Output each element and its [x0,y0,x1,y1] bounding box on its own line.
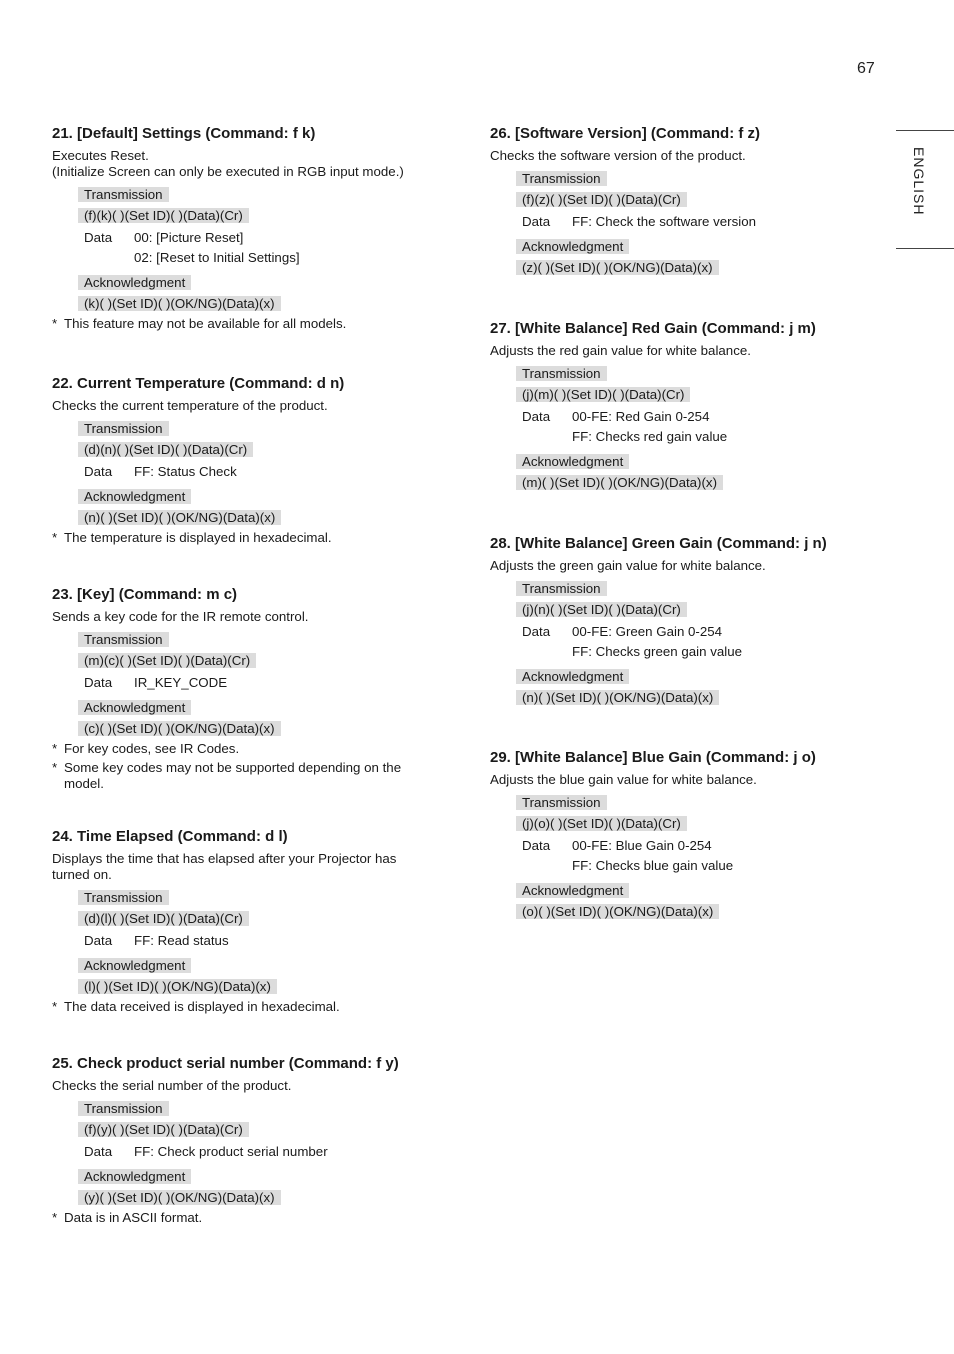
acknowledgment-code: (y)( )(Set ID)( )(OK/NG)(Data)(x) [78,1190,281,1205]
data-label: Data [522,624,551,639]
acknowledgment-row [516,238,870,256]
footnote-asterisk: * [52,1210,58,1225]
command-block [78,420,422,527]
footnote-text: Some key codes may not be supported depending on the model. [64,760,402,791]
section-description: Executes Reset. [52,148,149,163]
section-description: Checks the serial number of the product. [52,1078,292,1093]
data-values [572,407,727,447]
command-block [78,631,422,738]
acknowledgment-code-row [78,292,422,313]
command-section [52,374,422,546]
acknowledgment-code-row [516,900,870,921]
acknowledgment-code-row [516,471,870,492]
section-title: 26. [Software Version] (Command: f z) [490,125,761,142]
acknowledgment-row [78,274,422,292]
data-value: FF: Checks green gain value [572,644,742,659]
transmission-code-row [516,812,870,833]
footnote [52,530,422,546]
data-value: FF: Checks blue gain value [572,858,734,873]
data-value: 00-FE: Green Gain 0-254 [572,624,723,639]
data-row [516,407,870,447]
data-values [134,462,237,482]
data-values [134,931,229,951]
data-label: Data [84,230,113,245]
section-title: 28. [White Balance] Green Gain (Command: j n) [490,535,827,552]
data-values [572,836,733,876]
transmission-code: (m)(c)( )(Set ID)( )(Data)(Cr) [78,653,256,668]
section-description: Adjusts the blue gain value for white balance. [490,772,757,787]
command-section [52,124,422,332]
transmission-label: Transmission [516,581,607,596]
acknowledgment-code: (n)( )(Set ID)( )(OK/NG)(Data)(x) [516,690,719,705]
command-section [52,1054,422,1226]
footnote [52,760,422,792]
acknowledgment-row [78,1168,422,1186]
command-section [52,827,422,1015]
section-description: Checks the software version of the product. [490,148,746,163]
transmission-label: Transmission [78,421,169,436]
footnote [52,1210,422,1226]
data-label: Data [522,838,551,853]
section-description: Sends a key code for the IR remote control. [52,609,309,624]
data-values [134,673,227,693]
footnote-text: This feature may not be available for all models. [64,316,347,331]
data-label: Data [84,1144,113,1159]
command-block [78,889,422,996]
section-title: 27. [White Balance] Red Gain (Command: j m) [490,320,816,337]
acknowledgment-label: Acknowledgment [78,275,191,290]
section-title: 22. Current Temperature (Command: d n) [52,375,345,392]
data-value: FF: Check product serial number [134,1144,328,1159]
data-values [134,1142,328,1162]
command-section [490,534,870,707]
section-title: 29. [White Balance] Blue Gain (Command: j o) [490,749,816,766]
acknowledgment-code-row [78,506,422,527]
data-value: 02: [Reset to Initial Settings] [134,250,300,265]
acknowledgment-code: (l)( )(Set ID)( )(OK/NG)(Data)(x) [78,979,277,994]
acknowledgment-code-row [78,717,422,738]
acknowledgment-code-row [78,1186,422,1207]
transmission-row [516,580,870,598]
acknowledgment-label: Acknowledgment [516,454,629,469]
transmission-row [516,170,870,188]
transmission-row [516,365,870,383]
command-block [78,186,422,313]
command-section [490,748,870,921]
transmission-code-row [78,204,422,225]
acknowledgment-code: (k)( )(Set ID)( )(OK/NG)(Data)(x) [78,296,281,311]
acknowledgment-row [78,957,422,975]
transmission-code-row [78,438,422,459]
transmission-code: (j)(m)( )(Set ID)( )(Data)(Cr) [516,387,690,402]
acknowledgment-label: Acknowledgment [516,669,629,684]
transmission-code: (f)(y)( )(Set ID)( )(Data)(Cr) [78,1122,249,1137]
footnote-asterisk: * [52,760,58,775]
data-row [516,836,870,876]
acknowledgment-code: (z)( )(Set ID)( )(OK/NG)(Data)(x) [516,260,719,275]
data-row [78,673,422,693]
data-row [516,212,870,232]
transmission-label: Transmission [516,366,607,381]
transmission-code: (j)(n)( )(Set ID)( )(Data)(Cr) [516,602,687,617]
transmission-row [78,420,422,438]
section-description: (Initialize Screen can only be executed in RGB input mode.) [52,164,404,179]
acknowledgment-label: Acknowledgment [516,883,629,898]
section-title: 23. [Key] (Command: m c) [52,586,238,603]
transmission-code-row [78,649,422,670]
transmission-row [78,889,422,907]
data-value: 00-FE: Red Gain 0-254 [572,409,710,424]
acknowledgment-code: (o)( )(Set ID)( )(OK/NG)(Data)(x) [516,904,719,919]
data-label: Data [84,464,113,479]
acknowledgment-label: Acknowledgment [78,1169,191,1184]
command-block [516,365,870,492]
transmission-label: Transmission [78,187,169,202]
acknowledgment-row [78,488,422,506]
language-side-tab [896,130,954,249]
acknowledgment-row [516,882,870,900]
transmission-code: (j)(o)( )(Set ID)( )(Data)(Cr) [516,816,687,831]
footnote-asterisk: * [52,999,58,1014]
data-value: IR_KEY_CODE [134,675,228,690]
command-block [516,170,870,277]
data-row [78,1142,422,1162]
transmission-code-row [78,1118,422,1139]
acknowledgment-code: (c)( )(Set ID)( )(OK/NG)(Data)(x) [78,721,281,736]
transmission-label: Transmission [78,890,169,905]
acknowledgment-code: (n)( )(Set ID)( )(OK/NG)(Data)(x) [78,510,281,525]
command-section [490,124,870,277]
footnote-text: The data received is displayed in hexadecimal. [64,999,340,1014]
footnote-asterisk: * [52,530,58,545]
acknowledgment-code-row [516,256,870,277]
transmission-code-row [516,598,870,619]
language-label: ENGLISH [911,147,927,216]
data-row [78,931,422,951]
data-row [78,462,422,482]
section-description: Displays the time that has elapsed after your Projector has turned on. [52,851,397,882]
section-description: Adjusts the red gain value for white balance. [490,343,751,358]
footnote-text: Data is in ASCII format. [64,1210,203,1225]
command-block [516,580,870,707]
acknowledgment-label: Acknowledgment [516,239,629,254]
footnote-asterisk: * [52,741,58,756]
acknowledgment-label: Acknowledgment [78,958,191,973]
section-title: 24. Time Elapsed (Command: d l) [52,828,288,845]
data-value: 00-FE: Blue Gain 0-254 [572,838,712,853]
footnote-asterisk: * [52,316,58,331]
data-row [516,622,870,662]
command-block [78,1100,422,1207]
transmission-code-row [78,907,422,928]
footnote-text: For key codes, see IR Codes. [64,741,240,756]
data-label: Data [522,214,551,229]
command-block [516,794,870,921]
data-values [572,212,756,232]
data-value: FF: Checks red gain value [572,429,728,444]
transmission-row [78,186,422,204]
acknowledgment-row [516,453,870,471]
footnote-text: The temperature is displayed in hexadecimal. [64,530,332,545]
acknowledgment-label: Acknowledgment [78,700,191,715]
data-values [134,228,300,268]
transmission-code: (f)(k)( )(Set ID)( )(Data)(Cr) [78,208,249,223]
transmission-label: Transmission [78,1101,169,1116]
footnote [52,999,422,1015]
data-values [572,622,742,662]
footnote [52,741,422,757]
transmission-code: (d)(l)( )(Set ID)( )(Data)(Cr) [78,911,249,926]
data-label: Data [84,675,113,690]
section-title: 21. [Default] Settings (Command: f k) [52,125,316,142]
acknowledgment-row [516,668,870,686]
data-value: 00: [Picture Reset] [134,230,244,245]
data-value: FF: Check the software version [572,214,757,229]
data-value: FF: Read status [134,933,229,948]
data-label: Data [522,409,551,424]
page-number: 67 [857,60,875,77]
acknowledgment-label: Acknowledgment [78,489,191,504]
data-value: FF: Status Check [134,464,237,479]
transmission-row [516,794,870,812]
section-description: Adjusts the green gain value for white balance. [490,558,766,573]
acknowledgment-row [78,699,422,717]
transmission-label: Transmission [516,795,607,810]
transmission-row [78,631,422,649]
transmission-label: Transmission [78,632,169,647]
data-label: Data [84,933,113,948]
transmission-label: Transmission [516,171,607,186]
transmission-row [78,1100,422,1118]
command-section [52,585,422,792]
section-title: 25. Check product serial number (Command: f y) [52,1055,399,1072]
acknowledgment-code-row [516,686,870,707]
command-section [490,319,870,492]
transmission-code-row [516,188,870,209]
section-description: Checks the current temperature of the product. [52,398,328,413]
acknowledgment-code-row [78,975,422,996]
acknowledgment-code: (m)( )(Set ID)( )(OK/NG)(Data)(x) [516,475,723,490]
transmission-code: (f)(z)( )(Set ID)( )(Data)(Cr) [516,192,687,207]
data-row [78,228,422,268]
transmission-code: (d)(n)( )(Set ID)( )(Data)(Cr) [78,442,253,457]
footnote [52,316,422,332]
transmission-code-row [516,383,870,404]
